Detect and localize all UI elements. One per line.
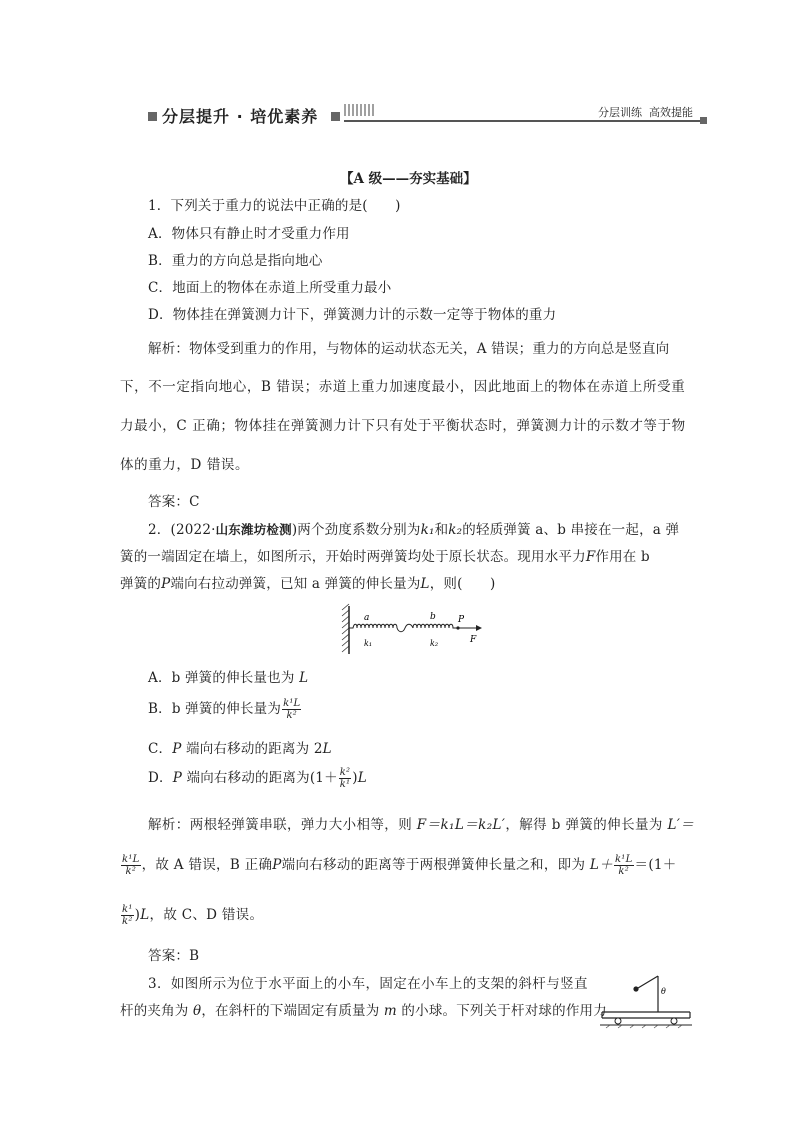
header-right-title: 分层训练 高效提能 — [598, 106, 693, 119]
length-symbol: L — [322, 741, 332, 757]
section-title: 【A 级——夯实基础】 — [340, 171, 477, 187]
stem-text: 的小球。下列关于杆对球的作用力 — [396, 1003, 607, 1019]
ball-icon — [633, 986, 638, 991]
question-3-stem-line: 3．如图所示为位于水平面上的小车，固定在小车上的支架的斜杆与竖直 — [148, 976, 588, 992]
question-2-option-a — [148, 666, 308, 686]
fraction-numerator: k¹ — [122, 904, 133, 915]
fig-label-k2: k₂ — [430, 639, 439, 648]
wall-icon — [342, 604, 349, 654]
analysis-text: ，故 A 错误，B 正确 — [141, 857, 273, 873]
equation: L＋ — [589, 857, 613, 873]
fraction — [121, 854, 141, 877]
question-2-stem-line — [148, 518, 679, 538]
mass-symbol: m — [383, 1003, 397, 1019]
stem-text: )两个劲度系数分别为 — [291, 522, 421, 538]
question-2-analysis-line — [120, 853, 677, 877]
equation: L′＝ — [667, 817, 695, 833]
question-3-stem-line — [120, 999, 607, 1019]
fraction-denominator: k² — [122, 916, 133, 927]
fraction-numerator: k² — [339, 767, 351, 778]
fig-label-f: F — [470, 635, 477, 645]
wheel-icon — [615, 1018, 621, 1024]
inclined-rod — [638, 976, 658, 988]
question-2-option-b — [148, 697, 302, 721]
question-1-option-c: C．地面上的物体在赤道上所受重力最小 — [148, 280, 392, 296]
fraction — [339, 767, 351, 790]
analysis-text: ＝(1＋ — [634, 857, 677, 873]
option-text: ) — [352, 770, 358, 786]
question-2-stem-line — [120, 545, 650, 565]
stem-text: 作用在 b — [595, 549, 650, 565]
question-1-analysis-line: 力最小，C 正确；物体挂在弹簧测力计下只有处于平衡状态时，弹簧测力计的示数才等于物 — [120, 418, 686, 434]
stem-text: 的轻质弹簧 a、b 串接在一起，a 弹 — [462, 522, 680, 538]
option-text: A．b 弹簧的伸长量也为 — [148, 670, 300, 686]
fraction-denominator: k² — [125, 866, 137, 877]
point-symbol: P — [272, 857, 282, 873]
k2-symbol: k₂ — [448, 522, 463, 538]
question-2-option-c — [148, 737, 332, 757]
stem-text: 杆的夹角为 — [120, 1003, 193, 1019]
header-square-icon — [148, 112, 157, 121]
stem-text: 簧的一端固定在墙上，如图所示，开始时两弹簧均处于原长状态。现用水平力 — [120, 549, 586, 565]
fraction-numerator: k¹L — [122, 854, 140, 865]
point-symbol: P — [161, 576, 171, 592]
spring-figure — [340, 600, 490, 658]
stem-text: 和 — [434, 522, 449, 538]
cart-figure — [600, 970, 692, 1030]
theta-symbol: θ — [193, 1003, 202, 1019]
fig-label-k1: k₁ — [364, 639, 373, 648]
option-text: 端向右移动的距离为 2 — [181, 741, 323, 757]
spring-b — [413, 624, 457, 628]
question-2-analysis-line — [120, 903, 263, 927]
stem-text: 2．(2022· — [148, 522, 216, 538]
question-2-option-d — [148, 766, 367, 790]
equation: F＝k₁L＝k₂L′ — [416, 817, 506, 833]
analysis-text: ) — [134, 907, 141, 923]
spring-joint — [397, 624, 413, 632]
fig-label-theta: θ — [661, 987, 666, 996]
force-symbol: F — [585, 549, 596, 565]
stem-text: ，在斜杆的下端固定有质量为 — [201, 1003, 384, 1019]
header-right-square-icon — [700, 117, 707, 124]
question-2-stem-line — [120, 572, 495, 592]
stem-text: 端向右拉动弹簧，已知 a 弹簧的伸长量为 — [170, 576, 421, 592]
fraction — [121, 904, 134, 927]
question-1-analysis-line: 体的重力，D 错误。 — [120, 457, 250, 473]
option-text: C． — [148, 741, 173, 757]
option-text: D． — [148, 770, 173, 786]
fraction — [614, 854, 634, 877]
header-left-title: 分层提升 · 培优素养 — [162, 107, 319, 126]
stem-text: 弹簧的 — [120, 576, 162, 592]
arrow-head-icon — [476, 625, 482, 631]
fraction-denominator: k² — [618, 866, 630, 877]
question-source: 山东潍坊检测 — [215, 522, 292, 537]
k1-symbol: k₁ — [420, 522, 435, 538]
header-rule — [344, 120, 704, 122]
length-symbol: L — [420, 576, 430, 592]
analysis-text: ，故 C、D 错误。 — [149, 907, 264, 923]
fraction — [282, 698, 301, 721]
question-1-answer: 答案：C — [148, 494, 200, 510]
fraction-denominator: k¹ — [339, 779, 351, 790]
fig-label-a: a — [364, 613, 370, 623]
question-2-analysis-line — [148, 813, 694, 833]
stem-text: ，则( ) — [429, 576, 496, 592]
fig-label-p: P — [458, 615, 465, 625]
option-text: 端向右移动的距离为(1＋ — [182, 770, 338, 786]
point-symbol: P — [172, 741, 182, 757]
question-1-analysis-line: 解析：物体受到重力的作用，与物体的运动状态无关，A 错误；重力的方向总是竖直向 — [148, 341, 670, 357]
analysis-text: 端向右移动的距离等于两根弹簧伸长量之和，即为 — [281, 857, 590, 873]
question-1-option-d: D．物体挂在弹簧测力计下，弹簧测力计的示数一定等于物体的重力 — [148, 307, 557, 323]
question-1-stem: 1．下列关于重力的说法中正确的是( ) — [148, 198, 401, 214]
fig-label-b: b — [430, 612, 436, 622]
question-2-answer: 答案：B — [148, 948, 200, 964]
wheel-icon — [671, 1018, 677, 1024]
fraction-denominator: k² — [286, 710, 297, 721]
header-dotted-band — [344, 104, 376, 116]
analysis-text: 解析：两根轻弹簧串联，弹力大小相等，则 — [148, 817, 417, 833]
fraction-numerator: k¹L — [614, 854, 633, 865]
question-1-option-a: A．物体只有静止时才受重力作用 — [148, 226, 350, 242]
header-square-icon — [331, 112, 340, 121]
question-1-option-b: B．重力的方向总是指向地心 — [148, 253, 323, 269]
length-symbol: L — [357, 770, 367, 786]
analysis-text: ，解得 b 弹簧的伸长量为 — [505, 817, 668, 833]
option-text: B．b 弹簧的伸长量为 — [148, 701, 282, 717]
length-symbol: L — [140, 907, 150, 923]
length-symbol: L — [299, 670, 309, 686]
point-symbol: P — [172, 770, 183, 786]
fraction-numerator: k¹L — [283, 698, 301, 709]
question-1-analysis-line: 下，不一定指向地心，B 错误；赤道上重力加速度最小，因此地面上的物体在赤道上所受重 — [120, 379, 686, 395]
spring-a — [349, 624, 397, 628]
